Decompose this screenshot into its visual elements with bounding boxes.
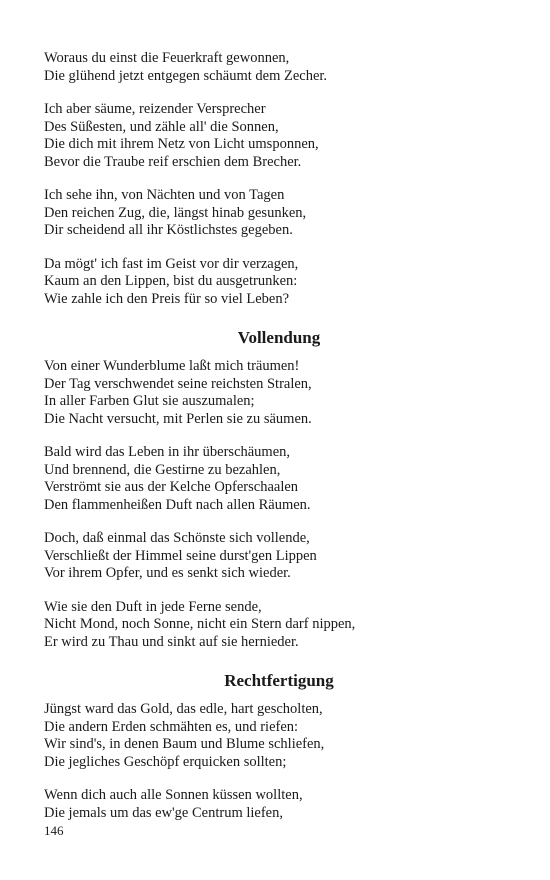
stanza [44, 530, 514, 583]
verse-line: Verströmt sie aus der Kelche Opferschaalen [44, 479, 299, 495]
verse-line: Woraus du einst die Feuerkraft gewonnen, [44, 50, 290, 66]
verse-line: Er wird zu Thau und sinkt auf sie hernieder. [44, 633, 299, 650]
verse-line: Von einer Wunderblume laßt mich träumen! [44, 358, 300, 374]
verse-line: Kaum an den Lippen, bist du ausgetrunken: [44, 273, 298, 289]
stanza [44, 50, 514, 85]
verse-line: Wir sind's, in denen Baum und Blume schliefen, [44, 736, 325, 752]
verse-line: Die dich mit ihrem Netz von Licht umsponnen, [44, 136, 319, 152]
stanza [44, 187, 514, 240]
verse-line: Da mögt' ich fast im Geist vor dir verzagen, [44, 255, 299, 272]
verse-line: Ich aber säume, reizender Versprecher [44, 101, 266, 117]
page-number: 146 [44, 823, 64, 838]
verse-line: Die Nacht versucht, mit Perlen sie zu säumen. [44, 410, 312, 427]
verse-line: Dir scheidend all ihr Köstlichstes gegeben. [44, 222, 293, 238]
verse-line: Die andern Erden schmähten es, und riefen: [44, 718, 299, 735]
verse-line: Wie zahle ich den Preis für so viel Leben? [44, 290, 290, 307]
verse-line: Doch, daß einmal das Schönste sich vollende, [44, 530, 310, 546]
verse-line: Wenn dich auch alle Sonnen küssen wollten, [44, 787, 303, 803]
verse-line: Die jemals um das ew'ge Centrum liefen, [44, 804, 283, 821]
verse-line: Nicht Mond, noch Sonne, nicht ein Stern darf nippen, [44, 616, 356, 632]
verse-line: Jüngst ward das Gold, das edle, hart gescholten, [44, 701, 323, 717]
stanza [44, 444, 514, 514]
stanza [44, 256, 514, 309]
verse-line: Ich sehe ihn, von Nächten und von Tagen [44, 187, 285, 203]
verse-line: Und brennend, die Gestirne zu bezahlen, [44, 461, 281, 478]
verse-line: In aller Farben Glut sie auszumalen; [44, 393, 255, 409]
verse-line: Wie sie den Duft in jede Ferne sende, [44, 598, 262, 615]
poem-title: Vollendung [237, 328, 321, 347]
verse-line: Die glühend jetzt entgegen schäumt dem Zecher. [44, 67, 328, 84]
verse-line: Die jegliches Geschöpf erquicken sollten; [44, 753, 287, 770]
stanza [44, 358, 514, 428]
verse-line: Den flammenheißen Duft nach allen Räumen. [44, 496, 311, 513]
verse-line: Bald wird das Leben in ihr überschäumen, [44, 444, 291, 460]
stanza [44, 701, 514, 771]
stanza [44, 787, 514, 822]
stanza [44, 599, 514, 652]
poem-title: Rechtfertigung [224, 671, 334, 690]
verse-line: Bevor die Traube reif erschien dem Brecher. [44, 153, 302, 170]
verse-line: Verschließt der Himmel seine durst'gen Lippen [44, 547, 317, 564]
verse-line: Vor ihrem Opfer, und es senkt sich wieder. [44, 565, 291, 581]
book-page [44, 50, 514, 838]
verse-line: Den reichen Zug, die, längst hinab gesunken, [44, 204, 307, 221]
verse-line: Des Süßesten, und zähle all' die Sonnen, [44, 118, 279, 135]
stanza [44, 101, 514, 171]
verse-line: Der Tag verschwendet seine reichsten Stralen, [44, 375, 312, 392]
